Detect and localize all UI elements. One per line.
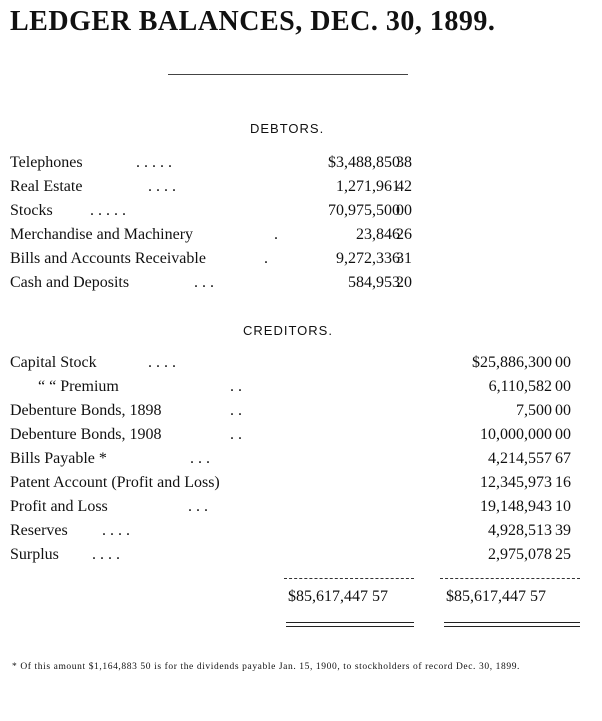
- debtor-label: Merchandise and Machinery: [10, 226, 194, 243]
- creditor-label: Debenture Bonds, 1908: [10, 426, 162, 443]
- debtor-label: Bills and Accounts Receivable: [10, 250, 206, 267]
- creditor-amount: 6,110,582: [488, 378, 552, 395]
- creditor-amount: 7,500: [516, 402, 552, 419]
- creditor-cents: 00: [555, 378, 571, 395]
- creditor-amount: 12,345,973: [480, 474, 552, 491]
- creditor-row: [10, 519, 590, 543]
- leader-dots: . .: [230, 378, 242, 395]
- debtor-label: Cash and Deposits: [10, 274, 130, 291]
- creditor-row: [10, 375, 590, 399]
- creditors-heading: CREDITORS.: [243, 323, 333, 338]
- footnote: * Of this amount $1,164,883 50 is for the dividends payable Jan. 15, 1900, to stockholders of record Dec. 30, 1899.: [12, 662, 521, 672]
- debtor-amount: 1,271,961: [336, 178, 400, 195]
- leader-dots: .: [274, 226, 278, 243]
- debtor-label: Stocks: [10, 202, 53, 219]
- creditor-cents: 39: [555, 522, 571, 539]
- leader-dots: . . .: [188, 498, 208, 515]
- debtor-row: [10, 271, 590, 295]
- leader-dots: .: [264, 250, 268, 267]
- debtor-cents: 20: [396, 274, 412, 291]
- creditor-row: [10, 447, 590, 471]
- debtor-cents: 38: [396, 154, 412, 171]
- debtor-cents: 31: [396, 250, 412, 267]
- creditor-row: [10, 351, 590, 375]
- leader-dots: . . .: [194, 274, 214, 291]
- debtor-row: [10, 151, 590, 175]
- debtor-amount: 70,975,500: [328, 202, 400, 219]
- creditor-cents: 67: [555, 450, 571, 467]
- creditor-row: [10, 423, 590, 447]
- title-divider: [168, 74, 408, 75]
- creditor-amount: 4,928,513: [488, 522, 552, 539]
- leader-dots: . . . .: [102, 522, 130, 539]
- creditor-row: [10, 543, 590, 567]
- creditor-label: Reserves: [10, 522, 68, 539]
- leader-dots: . . . .: [148, 354, 176, 371]
- creditor-cents: 00: [555, 402, 571, 419]
- creditor-row: [10, 495, 590, 519]
- debtor-amount: 23,846: [356, 226, 400, 243]
- creditor-label: Patent Account (Profit and Loss): [10, 474, 220, 491]
- debtors-total-rule: [284, 578, 414, 579]
- debtor-label: Real Estate: [10, 178, 83, 195]
- creditors-total-rule: [440, 578, 580, 579]
- creditor-cents: 00: [555, 354, 571, 371]
- creditors-double-rule: [444, 622, 580, 627]
- debtor-row: [10, 223, 590, 247]
- creditor-label: Profit and Loss: [10, 498, 108, 515]
- debtors-heading: DEBTORS.: [250, 121, 325, 136]
- debtor-cents: 00: [396, 202, 412, 219]
- debtor-amount: $3,488,850: [328, 154, 400, 171]
- debtor-amount: 584,953: [348, 274, 400, 291]
- creditor-amount: $25,886,300: [472, 354, 552, 371]
- creditor-amount: 2,975,078: [488, 546, 552, 563]
- creditor-cents: 10: [555, 498, 571, 515]
- debtors-double-rule: [286, 622, 414, 627]
- creditors-total: $85,617,447 57: [446, 588, 546, 605]
- creditor-amount: 4,214,557: [488, 450, 552, 467]
- creditor-label: Capital Stock: [10, 354, 97, 371]
- leader-dots: . . . . .: [90, 202, 126, 219]
- creditor-amount: 19,148,943: [480, 498, 552, 515]
- creditor-label: “ “ Premium: [38, 378, 119, 395]
- debtor-row: [10, 199, 590, 223]
- debtor-label: Telephones: [10, 154, 83, 171]
- leader-dots: . .: [230, 426, 242, 443]
- creditor-row: [10, 399, 590, 423]
- leader-dots: . . . .: [148, 178, 176, 195]
- creditor-label: Surplus: [10, 546, 59, 563]
- creditor-label: Bills Payable *: [10, 450, 107, 467]
- creditor-cents: 25: [555, 546, 571, 563]
- leader-dots: . . . . .: [136, 154, 172, 171]
- leader-dots: . . .: [190, 450, 210, 467]
- creditor-cents: 00: [555, 426, 571, 443]
- debtor-row: [10, 247, 590, 271]
- debtor-amount: 9,272,336: [336, 250, 400, 267]
- debtor-cents: 42: [396, 178, 412, 195]
- creditor-cents: 16: [555, 474, 571, 491]
- leader-dots: . .: [230, 402, 242, 419]
- debtors-total: $85,617,447 57: [288, 588, 388, 605]
- debtor-row: [10, 175, 590, 199]
- creditor-row: [10, 471, 590, 495]
- leader-dots: . . . .: [92, 546, 120, 563]
- debtor-cents: 26: [396, 226, 412, 243]
- creditor-amount: 10,000,000: [480, 426, 552, 443]
- creditor-label: Debenture Bonds, 1898: [10, 402, 162, 419]
- page-title: LEDGER BALANCES, DEC. 30, 1899.: [10, 6, 496, 37]
